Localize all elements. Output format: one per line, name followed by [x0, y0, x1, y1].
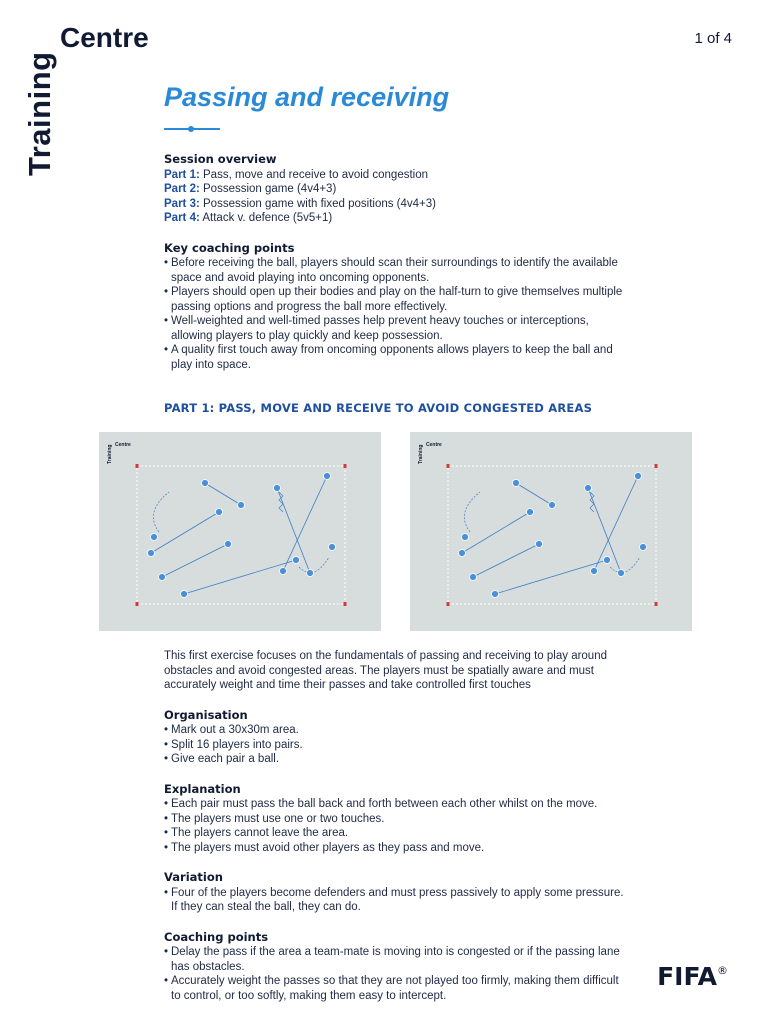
overview-part-3 — [164, 197, 624, 212]
pass-line — [151, 512, 219, 553]
overview-part-4 — [164, 211, 624, 226]
pass-line — [495, 560, 607, 594]
organisation-list — [164, 723, 624, 767]
part-label: Part 1: — [164, 168, 200, 181]
list-item: • Give each pair a ball. — [164, 752, 624, 767]
part1-intro: This first exercise focuses on the fundamentals of passing and receiving to play around obstacles and avoid congested areas. The players must be spatially aware and must accurately weight and time their passes and take controlled first touches — [164, 650, 607, 691]
player-marker — [148, 550, 155, 557]
diagram-brand-vertical: Training — [107, 444, 113, 464]
pitch-drawing — [410, 432, 692, 631]
run-path — [153, 492, 169, 532]
list-item: • Split 16 players into pairs. — [164, 738, 624, 753]
list-item: • Each pair must pass the ball back and forth between each other whilst on the move. — [164, 797, 624, 812]
part-text: Attack v. defence (5v5+1) — [202, 212, 333, 224]
pass-line — [516, 483, 552, 505]
corner-cone — [344, 602, 347, 606]
part-text: Pass, move and receive to avoid congestion — [203, 168, 429, 181]
player-marker — [293, 557, 300, 564]
player-marker — [216, 509, 223, 516]
list-item: • Delay the pass if the area a team-mate is moving into is congested or if the passing lane has obstacles. — [164, 945, 624, 974]
player-marker — [470, 574, 477, 581]
coaching-points-list — [164, 945, 624, 1003]
explanation-list — [164, 797, 624, 855]
pass-line — [162, 544, 228, 577]
player-marker — [329, 544, 336, 551]
coaching-points-heading: Coaching points — [164, 929, 269, 944]
run-path — [299, 557, 329, 573]
player-marker — [604, 557, 611, 564]
part-label: Part 4: — [164, 212, 200, 224]
list-item: • Accurately weight the passes so that they are not played too firmly, making them difficult to control, or too softly, making them easy to intercept. — [164, 974, 624, 1003]
player-marker — [549, 502, 556, 509]
player-marker — [513, 480, 520, 487]
part-label: Part 3: — [164, 197, 200, 210]
player-marker — [640, 544, 647, 551]
page-number: 1 of 4 — [694, 30, 732, 47]
title-divider-dot — [188, 126, 194, 132]
player-marker — [536, 541, 543, 548]
variation-list — [164, 886, 624, 915]
part-text: Possession game with fixed positions (4v4+3) — [203, 197, 436, 210]
fifa-logo — [657, 962, 728, 991]
part1-body — [164, 649, 624, 1003]
player-marker — [635, 473, 642, 480]
corner-cone — [447, 602, 450, 606]
part-label: Part 2: — [164, 183, 200, 195]
player-marker — [181, 591, 188, 598]
player-marker — [307, 570, 314, 577]
session-overview-heading: Session overview — [164, 152, 277, 166]
organisation-heading: Organisation — [164, 707, 248, 722]
list-item: • The players cannot leave the area. — [164, 826, 624, 841]
list-item: • Well-weighted and well-timed passes help prevent heavy touches or interceptions, allowing players to play quickly and keep possession. — [164, 314, 624, 343]
list-item: • A quality first touch away from oncoming opponents allows players to keep the ball and play into space. — [164, 343, 624, 372]
pass-line — [184, 560, 296, 594]
diagram-brand-vertical: Training — [418, 444, 424, 464]
fifa-logo-text: FIFA — [657, 962, 717, 991]
variation-heading: Variation — [164, 870, 223, 884]
corner-cone — [655, 464, 658, 468]
pitch-diagram-2 — [410, 432, 692, 631]
player-marker — [527, 509, 534, 516]
list-item: • Players should open up their bodies and play on the half-turn to give themselves multiple passing options and progress the ball more effectively. — [164, 285, 624, 314]
run-path — [464, 492, 480, 532]
pitch-boundary — [448, 466, 656, 604]
overview-part-2 — [164, 182, 624, 197]
corner-cone — [136, 464, 139, 468]
brand-training-vertical: Training — [22, 51, 57, 176]
player-marker — [462, 534, 469, 541]
player-marker — [280, 568, 287, 575]
pass-line — [462, 512, 530, 553]
pitch-drawing — [99, 432, 381, 631]
explanation-heading: Explanation — [164, 781, 241, 796]
list-item: • The players must use one or two touches. — [164, 812, 624, 827]
player-marker — [591, 568, 598, 575]
key-coaching-points-list — [164, 256, 624, 372]
part1-heading: PART 1: PASS, MOVE AND RECEIVE TO AVOID CONGESTED AREAS — [164, 401, 593, 415]
player-marker — [585, 485, 592, 492]
overview-section — [164, 152, 624, 372]
player-marker — [459, 550, 466, 557]
run-path — [610, 557, 640, 573]
key-coaching-points-heading: Key coaching points — [164, 240, 295, 255]
diagram-brand-horizontal: Centre — [115, 442, 131, 448]
pass-line — [473, 544, 539, 577]
player-marker — [225, 541, 232, 548]
player-marker — [238, 502, 245, 509]
pitch-diagram-1 — [99, 432, 381, 631]
pass-line — [205, 483, 241, 505]
player-marker — [274, 485, 281, 492]
pitch-boundary — [137, 466, 345, 604]
pass-line — [594, 476, 638, 571]
player-marker — [618, 570, 625, 577]
list-item: • Mark out a 30x30m area. — [164, 723, 624, 738]
list-item: • Before receiving the ball, players should scan their surroundings to identify the available space and avoid playing into oncoming opponents. — [164, 256, 624, 285]
player-marker — [492, 591, 499, 598]
overview-part-1 — [164, 168, 624, 183]
part-text: Possession game (4v4+3) — [203, 183, 337, 195]
corner-cone — [655, 602, 658, 606]
corner-cone — [447, 464, 450, 468]
player-marker — [324, 473, 331, 480]
diagram-brand-horizontal: Centre — [426, 442, 442, 448]
pass-line — [283, 476, 327, 571]
brand-centre: Centre — [60, 22, 149, 53]
registered-mark: ® — [717, 964, 728, 977]
player-marker — [202, 480, 209, 487]
list-item: • Four of the players become defenders and must press passively to apply some pressure. If they can steal the ball, they can do. — [164, 886, 624, 915]
corner-cone — [344, 464, 347, 468]
player-marker — [159, 574, 166, 581]
player-marker — [151, 534, 158, 541]
page-title: Passing and receiving — [164, 82, 450, 112]
corner-cone — [136, 602, 139, 606]
list-item: • The players must avoid other players as they pass and move. — [164, 841, 624, 856]
